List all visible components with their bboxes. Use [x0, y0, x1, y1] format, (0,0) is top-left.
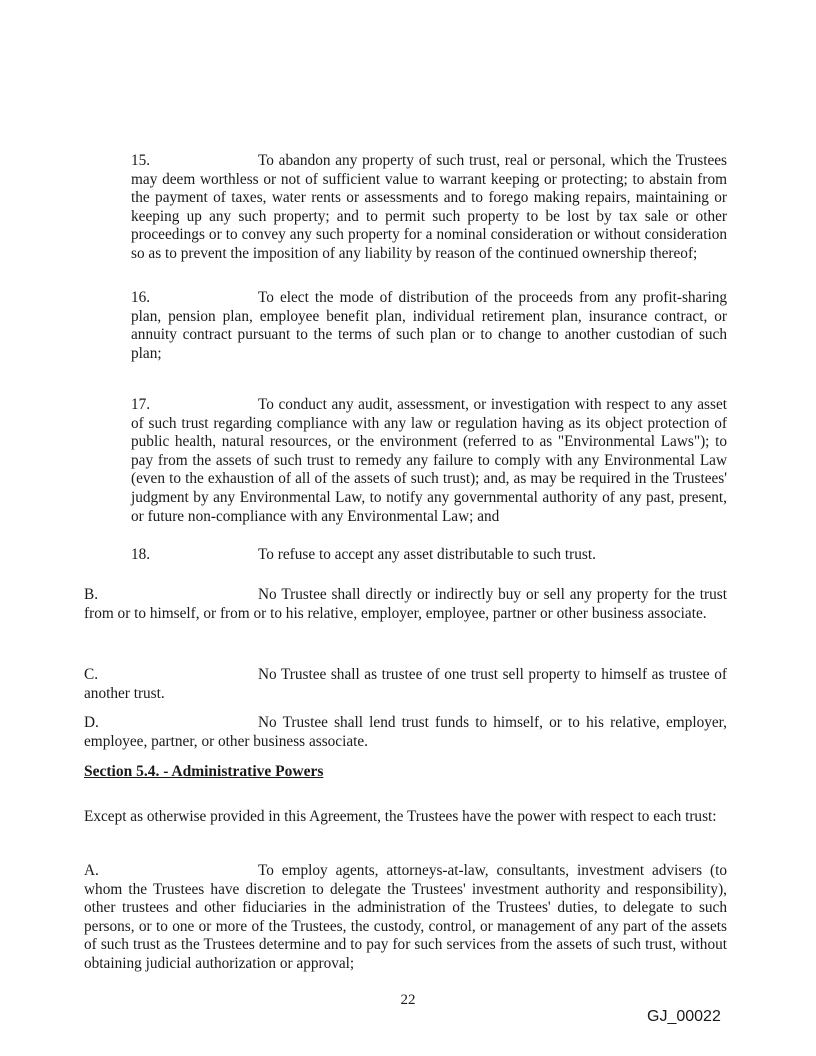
item-text: To refuse to accept any asset distributable to such trust. — [258, 546, 596, 563]
subsection-letter: D. — [84, 714, 99, 731]
subsection-text: No Trustee shall directly or indirectly buy or sell any property for the trust from or to himself, or from or to his relative, employer, employee, partner or other business associate. — [84, 586, 727, 622]
subsection-letter: B. — [84, 586, 99, 603]
subsection-text: No Trustee shall as trustee of one trust sell property to himself as trustee of another trust. — [84, 666, 727, 702]
item-number: 15. — [131, 152, 151, 169]
item-number: 16. — [131, 289, 151, 306]
subsection-text: To employ agents, attorneys-at-law, consultants, investment advisers (to whom the Trustees have discretion to delegate the Trustees' investment authority and responsibility), other trustees and other fiduciaries in the administration of the Trustees' duties, to delegate to such persons, or to one or more of the Trustees, the custody, control, or management of any part of the assets of such trust as the Trustees determine and to pay for such services from the assets of such trust, without obtaining judicial authorization or approval; — [84, 862, 727, 972]
item-number: 17. — [131, 396, 151, 413]
paragraph-item-17 — [131, 396, 727, 526]
subsection-text: No Trustee shall lend trust funds to himself, or to his relative, employer, employee, partner, or other business associate. — [84, 714, 727, 750]
paragraph-item-15 — [131, 152, 727, 264]
item-text: To abandon any property of such trust, real or personal, which the Trustees may deem worthless or not of sufficient value to warrant keeping or protecting; to abstain from the payment of taxes, water rents or assessments and to forego making repairs, maintaining or keeping up any such property; and to permit such property to be lost by tax sale or other proceedings or to convey any such property for a nominal consideration or without consideration so as to prevent the imposition of any liability by reason of the continued ownership thereof; — [131, 152, 727, 262]
paragraph-item-18 — [131, 546, 727, 565]
item-text: To conduct any audit, assessment, or investigation with respect to any asset of such trust regarding compliance with any law or regulation having as its object protection of public health, natural resources, or the environment (referred to as "Environmental Laws"); to pay from the assets of such trust to remedy any failure to comply with any Environmental Law (even to the exhaustion of all of the assets of such trust); and, as may be required in the Trustees' judgment by any Environmental Law, to notify any governmental authority of any past, present, or future non-compliance with any Environmental Law; and — [131, 396, 727, 525]
section-heading: Section 5.4. - Administrative Powers — [84, 763, 324, 780]
paragraph-a — [84, 862, 727, 974]
subsection-letter: A. — [84, 862, 99, 879]
item-text: To elect the mode of distribution of the proceeds from any profit-sharing plan, pension plan, employee benefit plan, individual retirement plan, insurance contract, or annuity contract pursuant to the terms of such plan or to change to another custodian of such plan; — [131, 289, 727, 362]
paragraph-item-16 — [131, 289, 727, 363]
page-number: 22 — [400, 992, 416, 1008]
bates-number: GJ_00022 — [647, 1008, 721, 1025]
subsection-letter: C. — [84, 666, 99, 683]
paragraph-c — [84, 666, 727, 703]
paragraph-b — [84, 586, 727, 623]
intro-paragraph: Except as otherwise provided in this Agreement, the Trustees have the power with respect to each trust: — [84, 808, 717, 825]
paragraph-d — [84, 714, 727, 751]
item-number: 18. — [131, 546, 151, 563]
